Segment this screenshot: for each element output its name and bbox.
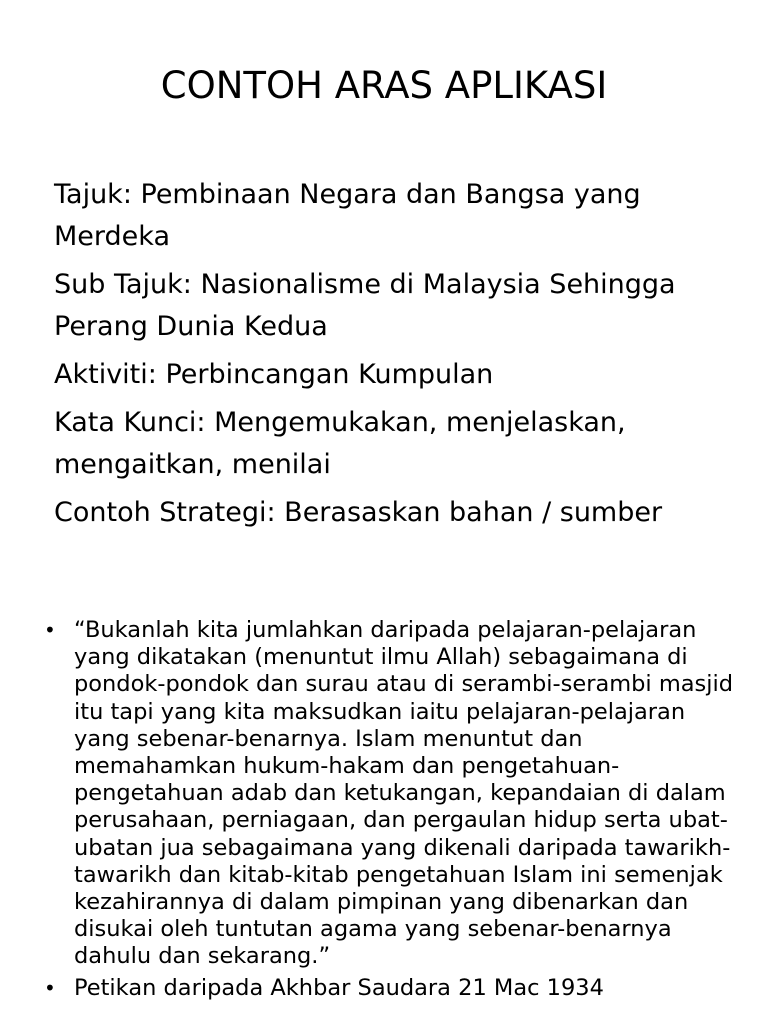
bullet-icon: • xyxy=(44,975,56,1000)
info-line-sub-tajuk: Sub Tajuk: Nasionalisme di Malaysia Sehingga Perang Dunia Kedua xyxy=(54,269,676,342)
info-block xyxy=(54,174,734,540)
bullet-item-quote xyxy=(44,617,734,971)
source-citation: Petikan daripada Akhbar Saudara 21 Mac 1934 xyxy=(74,974,604,1001)
slide-title: CONTOH ARAS APLIKASI xyxy=(160,64,608,107)
info-line-tajuk: Tajuk: Pembinaan Negara dan Bangsa yang Merdeka xyxy=(54,179,641,252)
info-line-kata-kunci: Kata Kunci: Mengemukakan, menjelaskan, mengaitkan, menilai xyxy=(54,407,626,480)
bullet-icon: • xyxy=(44,618,56,642)
quote-bullet-list xyxy=(44,617,734,1006)
quote-text: “Bukanlah kita jumlahkan daripada pelajaran-pelajaran yang dikatakan (menuntut ilmu Allah) sebagaimana di pondok-pondok dan surau atau di serambi-serambi masjid itu tapi yang kita maksudkan iaitu pelajaran-pelajaran yang sebenar-benarnya. Islam menuntut dan memahamkan hukum-hakam dan pengetahuan-pengetahuan adab dan ketukangan, kepandaian di dalam perusahaan, perniagaan, dan pergaulan hidup serta ubat-ubatan jua sebagaimana yang dikenali daripada tawarikh-tawarikh dan kitab-kitab pengetahuan Islam ini semenjak kezahirannya di dalam pimpinan yang dibenarkan dan disukai oleh tuntutan agama yang sebenar-benarnya dahulu dan sekarang.” xyxy=(74,617,734,970)
info-line-aktiviti: Aktiviti: Perbincangan Kumpulan xyxy=(54,359,494,390)
info-line-contoh-strategi: Contoh Strategi: Berasaskan bahan / sumber xyxy=(54,497,663,528)
bullet-item-source xyxy=(44,975,734,1002)
